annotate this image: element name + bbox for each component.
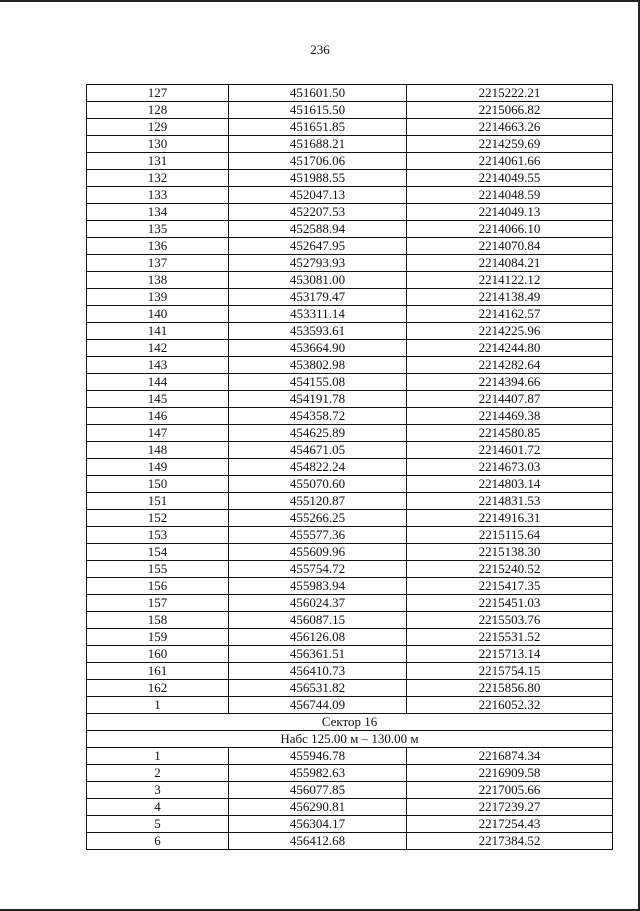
point-number-cell: 135 [87, 221, 229, 238]
y-coordinate-cell: 2217005.66 [407, 782, 613, 799]
table-row [87, 102, 613, 119]
table-row [87, 323, 613, 340]
point-number-cell: 158 [87, 612, 229, 629]
table-row [87, 595, 613, 612]
point-number-cell: 139 [87, 289, 229, 306]
x-coordinate-cell: 453802.98 [229, 357, 407, 374]
y-coordinate-cell: 2216909.58 [407, 765, 613, 782]
table-row [87, 153, 613, 170]
y-coordinate-cell: 2215503.76 [407, 612, 613, 629]
x-coordinate-cell: 452207.53 [229, 204, 407, 221]
y-coordinate-cell: 2214061.66 [407, 153, 613, 170]
x-coordinate-cell: 454358.72 [229, 408, 407, 425]
point-number-cell: 160 [87, 646, 229, 663]
y-coordinate-cell: 2214916.31 [407, 510, 613, 527]
table-row [87, 340, 613, 357]
x-coordinate-cell: 451651.85 [229, 119, 407, 136]
table-row [87, 187, 613, 204]
y-coordinate-cell: 2217384.52 [407, 833, 613, 850]
x-coordinate-cell: 454671.05 [229, 442, 407, 459]
table-row [87, 680, 613, 697]
y-coordinate-cell: 2215222.21 [407, 85, 613, 102]
table-row [87, 255, 613, 272]
x-coordinate-cell: 455754.72 [229, 561, 407, 578]
table-row [87, 204, 613, 221]
table-row [87, 833, 613, 850]
point-number-cell: 129 [87, 119, 229, 136]
y-coordinate-cell: 2214049.13 [407, 204, 613, 221]
y-coordinate-cell: 2215138.30 [407, 544, 613, 561]
y-coordinate-cell: 2214225.96 [407, 323, 613, 340]
x-coordinate-cell: 455070.60 [229, 476, 407, 493]
point-number-cell: 1 [87, 697, 229, 714]
y-coordinate-cell: 2214049.55 [407, 170, 613, 187]
x-coordinate-cell: 456361.51 [229, 646, 407, 663]
point-number-cell: 149 [87, 459, 229, 476]
sector-subtitle-row [87, 731, 613, 748]
y-coordinate-cell: 2217239.27 [407, 799, 613, 816]
table-row [87, 374, 613, 391]
point-number-cell: 162 [87, 680, 229, 697]
x-coordinate-cell: 455946.78 [229, 748, 407, 765]
coordinates-table-body-top [87, 85, 613, 714]
y-coordinate-cell: 2214673.03 [407, 459, 613, 476]
x-coordinate-cell: 453179.47 [229, 289, 407, 306]
table-row [87, 170, 613, 187]
table-row [87, 561, 613, 578]
table-row [87, 425, 613, 442]
y-coordinate-cell: 2215754.15 [407, 663, 613, 680]
x-coordinate-cell: 452047.13 [229, 187, 407, 204]
y-coordinate-cell: 2214407.87 [407, 391, 613, 408]
x-coordinate-cell: 455266.25 [229, 510, 407, 527]
y-coordinate-cell: 2215417.35 [407, 578, 613, 595]
point-number-cell: 159 [87, 629, 229, 646]
table-row [87, 119, 613, 136]
table-row [87, 272, 613, 289]
point-number-cell: 128 [87, 102, 229, 119]
point-number-cell: 140 [87, 306, 229, 323]
table-row [87, 289, 613, 306]
table-row [87, 357, 613, 374]
table-row [87, 782, 613, 799]
y-coordinate-cell: 2214122.12 [407, 272, 613, 289]
point-number-cell: 1 [87, 748, 229, 765]
y-coordinate-cell: 2214394.66 [407, 374, 613, 391]
point-number-cell: 130 [87, 136, 229, 153]
table-row [87, 765, 613, 782]
point-number-cell: 133 [87, 187, 229, 204]
point-number-cell: 143 [87, 357, 229, 374]
table-row [87, 459, 613, 476]
y-coordinate-cell: 2214244.80 [407, 340, 613, 357]
point-number-cell: 137 [87, 255, 229, 272]
x-coordinate-cell: 456126.08 [229, 629, 407, 646]
point-number-cell: 5 [87, 816, 229, 833]
y-coordinate-cell: 2215856.80 [407, 680, 613, 697]
x-coordinate-cell: 453311.14 [229, 306, 407, 323]
x-coordinate-cell: 452793.93 [229, 255, 407, 272]
table-row [87, 476, 613, 493]
table-row [87, 442, 613, 459]
y-coordinate-cell: 2215451.03 [407, 595, 613, 612]
x-coordinate-cell: 455982.63 [229, 765, 407, 782]
sector-header [87, 714, 613, 748]
point-number-cell: 4 [87, 799, 229, 816]
table-row [87, 510, 613, 527]
table-row [87, 578, 613, 595]
y-coordinate-cell: 2214084.21 [407, 255, 613, 272]
y-coordinate-cell: 2214162.57 [407, 306, 613, 323]
y-coordinate-cell: 2215240.52 [407, 561, 613, 578]
point-number-cell: 153 [87, 527, 229, 544]
x-coordinate-cell: 456410.73 [229, 663, 407, 680]
table-row [87, 629, 613, 646]
point-number-cell: 145 [87, 391, 229, 408]
y-coordinate-cell: 2214259.69 [407, 136, 613, 153]
x-coordinate-cell: 456412.68 [229, 833, 407, 850]
table-row [87, 391, 613, 408]
y-coordinate-cell: 2214469.38 [407, 408, 613, 425]
x-coordinate-cell: 454625.89 [229, 425, 407, 442]
x-coordinate-cell: 456744.09 [229, 697, 407, 714]
x-coordinate-cell: 456290.81 [229, 799, 407, 816]
x-coordinate-cell: 456087.15 [229, 612, 407, 629]
point-number-cell: 148 [87, 442, 229, 459]
table-row [87, 697, 613, 714]
point-number-cell: 147 [87, 425, 229, 442]
y-coordinate-cell: 2216052.32 [407, 697, 613, 714]
x-coordinate-cell: 456304.17 [229, 816, 407, 833]
point-number-cell: 150 [87, 476, 229, 493]
x-coordinate-cell: 451988.55 [229, 170, 407, 187]
table-row [87, 748, 613, 765]
table-row [87, 493, 613, 510]
table-row [87, 527, 613, 544]
y-coordinate-cell: 2214580.85 [407, 425, 613, 442]
table-row [87, 85, 613, 102]
x-coordinate-cell: 455577.36 [229, 527, 407, 544]
point-number-cell: 142 [87, 340, 229, 357]
y-coordinate-cell: 2214282.64 [407, 357, 613, 374]
x-coordinate-cell: 451688.21 [229, 136, 407, 153]
table-row [87, 306, 613, 323]
x-coordinate-cell: 455983.94 [229, 578, 407, 595]
point-number-cell: 141 [87, 323, 229, 340]
point-number-cell: 138 [87, 272, 229, 289]
point-number-cell: 132 [87, 170, 229, 187]
point-number-cell: 144 [87, 374, 229, 391]
x-coordinate-cell: 456077.85 [229, 782, 407, 799]
x-coordinate-cell: 451615.50 [229, 102, 407, 119]
y-coordinate-cell: 2214803.14 [407, 476, 613, 493]
table-row [87, 221, 613, 238]
y-coordinate-cell: 2214070.84 [407, 238, 613, 255]
y-coordinate-cell: 2214663.26 [407, 119, 613, 136]
x-coordinate-cell: 454191.78 [229, 391, 407, 408]
x-coordinate-cell: 455120.87 [229, 493, 407, 510]
table-row [87, 663, 613, 680]
x-coordinate-cell: 452588.94 [229, 221, 407, 238]
x-coordinate-cell: 451601.50 [229, 85, 407, 102]
table-row [87, 238, 613, 255]
coordinates-table-body-bottom [87, 748, 613, 850]
x-coordinate-cell: 453081.00 [229, 272, 407, 289]
y-coordinate-cell: 2214831.53 [407, 493, 613, 510]
sector-title: Сектор 16 [87, 714, 613, 731]
y-coordinate-cell: 2214601.72 [407, 442, 613, 459]
point-number-cell: 146 [87, 408, 229, 425]
x-coordinate-cell: 456531.82 [229, 680, 407, 697]
y-coordinate-cell: 2215531.52 [407, 629, 613, 646]
page-number: 236 [310, 42, 330, 57]
x-coordinate-cell: 453664.90 [229, 340, 407, 357]
x-coordinate-cell: 451706.06 [229, 153, 407, 170]
point-number-cell: 131 [87, 153, 229, 170]
point-number-cell: 152 [87, 510, 229, 527]
y-coordinate-cell: 2215713.14 [407, 646, 613, 663]
table-row [87, 799, 613, 816]
y-coordinate-cell: 2215115.64 [407, 527, 613, 544]
x-coordinate-cell: 453593.61 [229, 323, 407, 340]
point-number-cell: 151 [87, 493, 229, 510]
x-coordinate-cell: 452647.95 [229, 238, 407, 255]
table-row [87, 646, 613, 663]
x-coordinate-cell: 456024.37 [229, 595, 407, 612]
x-coordinate-cell: 454155.08 [229, 374, 407, 391]
y-coordinate-cell: 2217254.43 [407, 816, 613, 833]
page-border-top [0, 0, 640, 2]
y-coordinate-cell: 2215066.82 [407, 102, 613, 119]
point-number-cell: 161 [87, 663, 229, 680]
point-number-cell: 134 [87, 204, 229, 221]
point-number-cell: 156 [87, 578, 229, 595]
point-number-cell: 127 [87, 85, 229, 102]
table-row [87, 544, 613, 561]
y-coordinate-cell: 2216874.34 [407, 748, 613, 765]
point-number-cell: 136 [87, 238, 229, 255]
table-row [87, 136, 613, 153]
table-row [87, 408, 613, 425]
sector-subtitle: Набс 125.00 м – 130.00 м [87, 731, 613, 748]
point-number-cell: 157 [87, 595, 229, 612]
point-number-cell: 155 [87, 561, 229, 578]
point-number-cell: 3 [87, 782, 229, 799]
sector-title-row [87, 714, 613, 731]
y-coordinate-cell: 2214066.10 [407, 221, 613, 238]
y-coordinate-cell: 2214048.59 [407, 187, 613, 204]
table-row [87, 816, 613, 833]
coordinates-table [86, 84, 613, 850]
table-row [87, 612, 613, 629]
x-coordinate-cell: 455609.96 [229, 544, 407, 561]
point-number-cell: 6 [87, 833, 229, 850]
y-coordinate-cell: 2214138.49 [407, 289, 613, 306]
point-number-cell: 154 [87, 544, 229, 561]
point-number-cell: 2 [87, 765, 229, 782]
x-coordinate-cell: 454822.24 [229, 459, 407, 476]
